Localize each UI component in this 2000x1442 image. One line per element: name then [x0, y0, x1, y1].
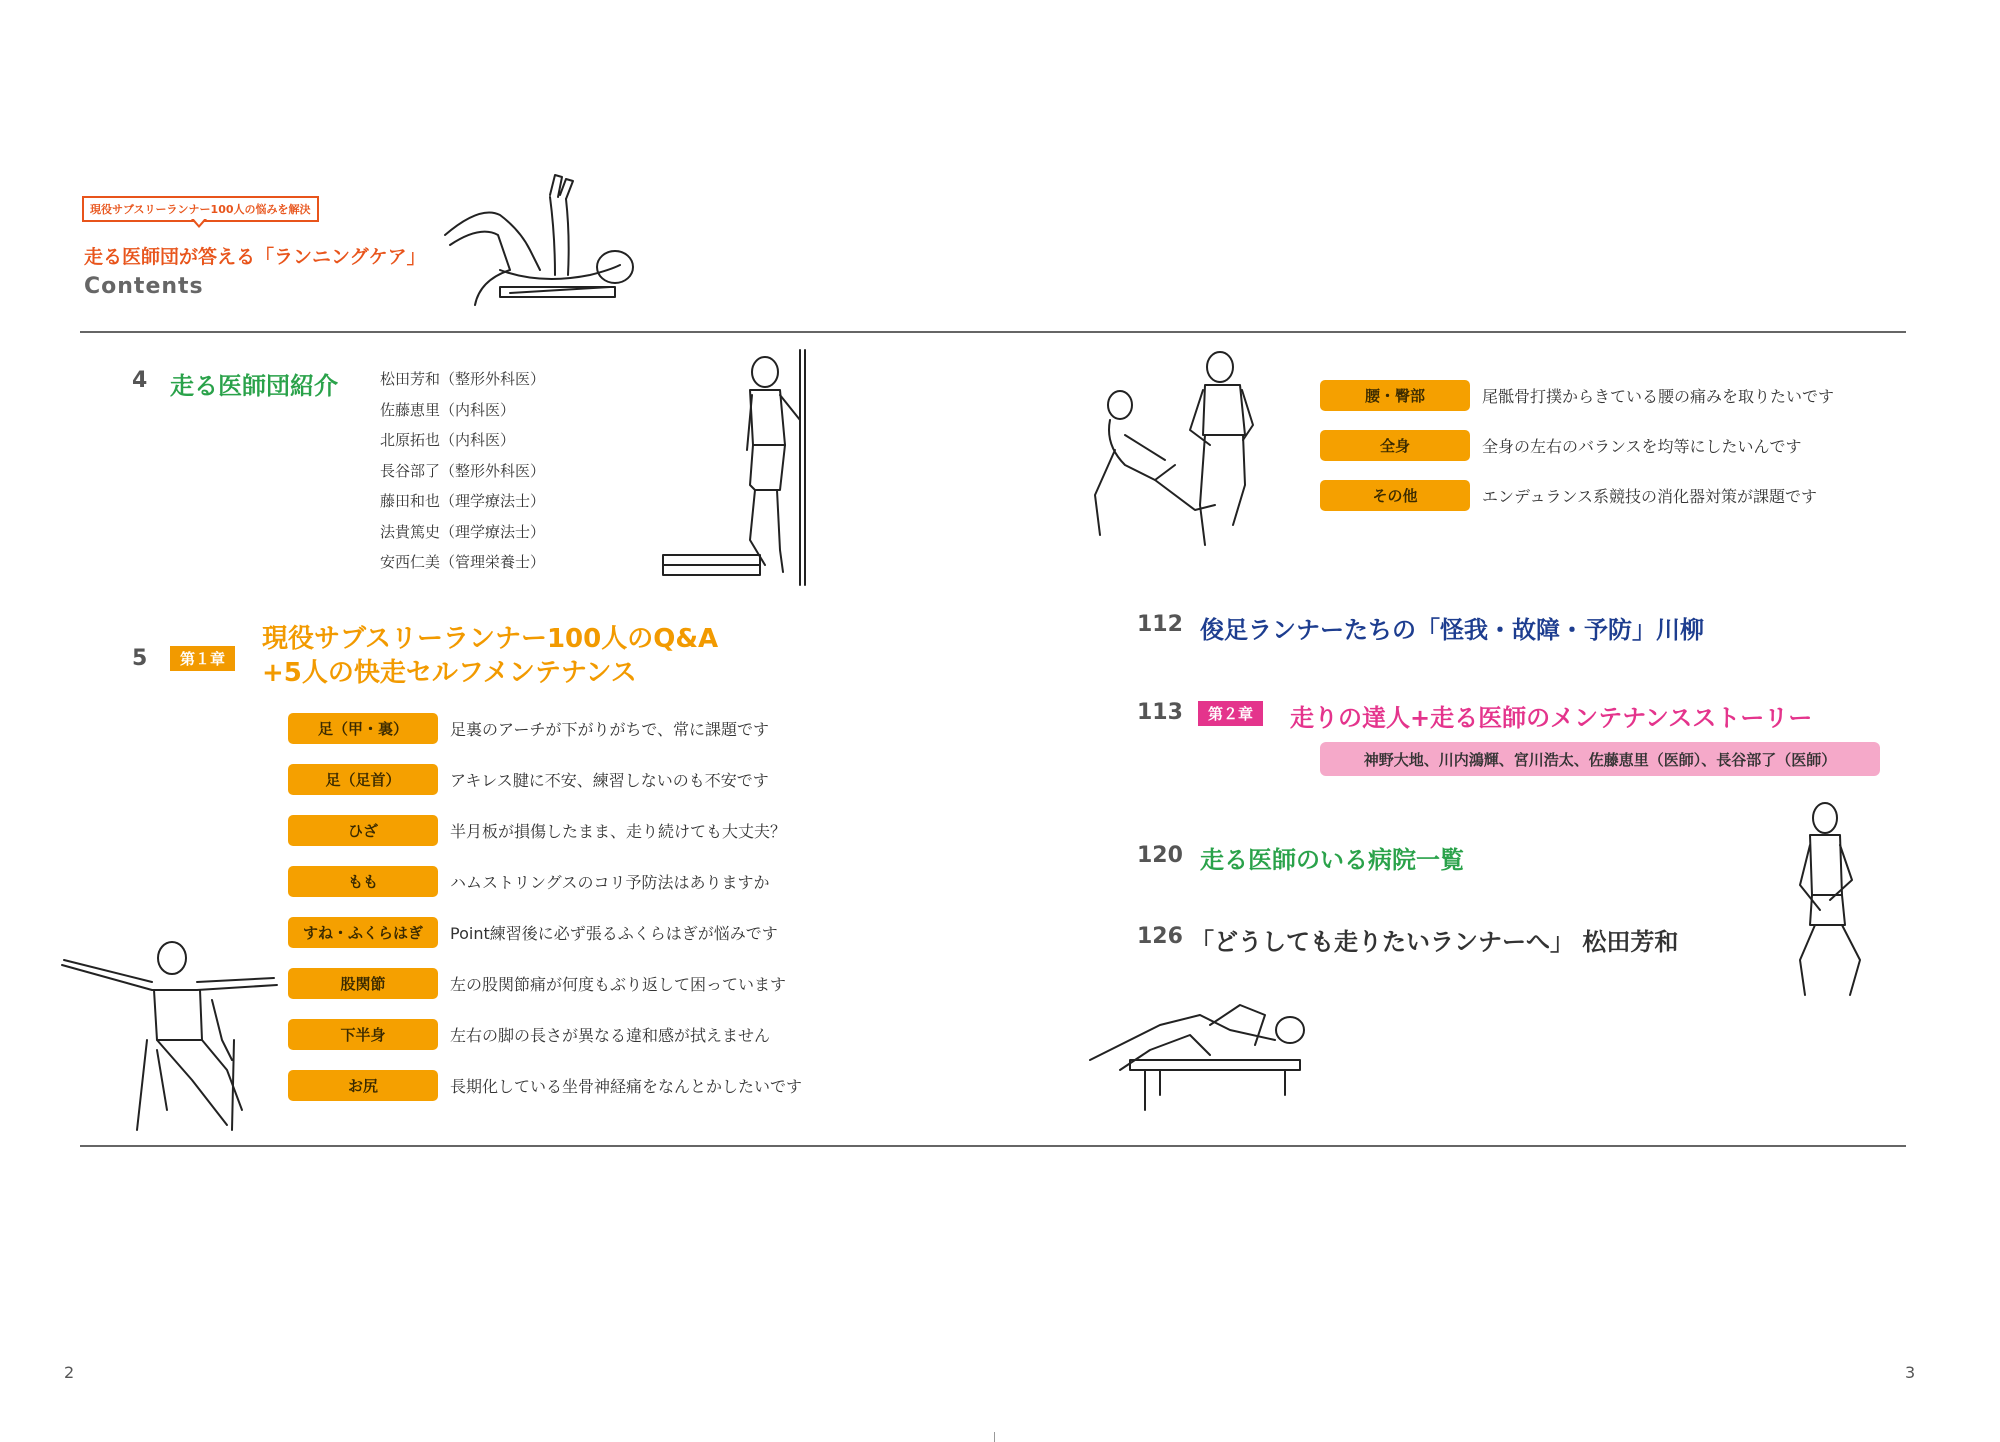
topic-badge: 腰・臀部: [1320, 380, 1470, 411]
topic-badge: 股関節: [288, 968, 438, 999]
qa-row: [288, 866, 770, 897]
qa-row: [1320, 380, 1834, 411]
page-ref: 126: [1137, 924, 1183, 949]
qa-row: [1320, 430, 1802, 461]
chapter2-badge: 第２章: [1198, 701, 1263, 726]
question-text: 左の股関節痛が何度もぶり返して困っています: [450, 975, 787, 994]
question-text: 足裏のアーチが下がりがちで、常に課題です: [450, 720, 770, 739]
header-tag: 現役サブスリーランナー100人の悩みを解決: [82, 196, 319, 222]
doctor-item: 法貴篤史（理学療法士）: [380, 522, 546, 541]
page-number-left: 2: [64, 1363, 75, 1382]
question-text: 長期化している坐骨神経痛をなんとかしたいです: [450, 1077, 803, 1096]
entry-senryu-title: 俊足ランナーたちの「怪我・故障・予防」川柳: [1200, 616, 1704, 644]
chapter1-title-line2: +5人の快走セルフメンテナンス: [262, 658, 637, 688]
topic-badge: すね・ふくらはぎ: [288, 917, 438, 948]
topic-badge: その他: [1320, 480, 1470, 511]
page-ref: 5: [132, 646, 148, 671]
page-number-right: 3: [1905, 1363, 1916, 1382]
qa-row: [288, 713, 769, 744]
page-ref: 113: [1137, 700, 1183, 725]
topic-badge: もも: [288, 866, 438, 897]
topic-badge: お尻: [288, 1070, 438, 1101]
gutter-mark: [994, 1432, 995, 1442]
question-text: 尾骶骨打撲からきている腰の痛みを取りたいです: [1482, 387, 1835, 406]
chapter1-title: [262, 622, 718, 690]
doctor-item: 長谷部了（整形外科医）: [380, 461, 546, 480]
doctor-item: 安西仁美（管理栄養士）: [380, 553, 546, 571]
lying-stretch-figure-icon: [440, 175, 640, 310]
doctor-list: [380, 364, 545, 578]
page-ref: 4: [132, 368, 148, 393]
topic-badge: 足（足首）: [288, 764, 438, 795]
question-text: アキレス腱に不安、練習しないのも不安です: [450, 771, 769, 790]
chapter2-people: 神野大地、川内鴻輝、宮川浩太、佐藤恵里（医師）、長谷部了（医師）: [1320, 742, 1880, 776]
question-text: Point練習後に必ず張るふくらはぎが悩みです: [450, 924, 778, 943]
qa-row: [1320, 480, 1817, 511]
wall-stretch-figure-icon: [655, 350, 815, 585]
qa-row: [288, 968, 786, 999]
entry-afterword-title: 「どうしても走りたいランナーへ」 松田芳和: [1190, 928, 1679, 956]
contents-heading: Contents: [84, 274, 204, 299]
topic-badge: 足（甲・裏）: [288, 713, 438, 744]
top-rule: [80, 331, 1906, 333]
bench-stretch-figure-icon: [1090, 985, 1310, 1115]
entry-hospitals-title: 走る医師のいる病院一覧: [1200, 846, 1464, 874]
qa-row: [288, 1019, 770, 1050]
qa-row: [288, 917, 778, 948]
qa-row: [288, 1070, 802, 1101]
doctor-item: 松田芳和（整形外科医）: [380, 370, 546, 388]
doctor-item: 北原拓也（内科医）: [380, 431, 516, 449]
header-title: 走る医師団が答える「ランニングケア」: [84, 246, 426, 268]
qa-row: [288, 764, 769, 795]
topic-badge: ひざ: [288, 815, 438, 846]
question-text: エンデュランス系競技の消化器対策が課題です: [1482, 487, 1818, 506]
entry-doctors-title: 走る医師団紹介: [170, 372, 338, 400]
chapter1-badge: 第１章: [170, 646, 235, 671]
topic-badge: 下半身: [288, 1019, 438, 1050]
seated-stretch-figure-icon: [62, 930, 282, 1140]
topic-badge: 全身: [1320, 430, 1470, 461]
qa-row: [288, 815, 786, 846]
chapter2-title: 走りの達人+走る医師のメンテナンスストーリー: [1290, 704, 1813, 732]
chapter1-title-line1: 現役サブスリーランナー100人のQ&A: [262, 624, 719, 654]
bottom-rule: [80, 1145, 1906, 1147]
page-ref: 112: [1137, 612, 1183, 637]
question-text: 左右の脚の長さが異なる違和感が拭えません: [450, 1026, 771, 1045]
question-text: ハムストリングスのコリ予防法はありますか: [450, 873, 770, 892]
lunge-stretch-figure-icon: [1095, 345, 1255, 550]
question-text: 半月板が損傷したまま、走り続けても大丈夫？: [450, 822, 787, 841]
page-ref: 120: [1137, 843, 1183, 868]
doctor-item: 藤田和也（理学療法士）: [380, 492, 546, 510]
doctor-item: 佐藤恵里（内科医）: [380, 400, 516, 419]
squat-figure-icon: [1770, 800, 1870, 1000]
question-text: 全身の左右のバランスを均等にしたいんです: [1482, 437, 1802, 456]
